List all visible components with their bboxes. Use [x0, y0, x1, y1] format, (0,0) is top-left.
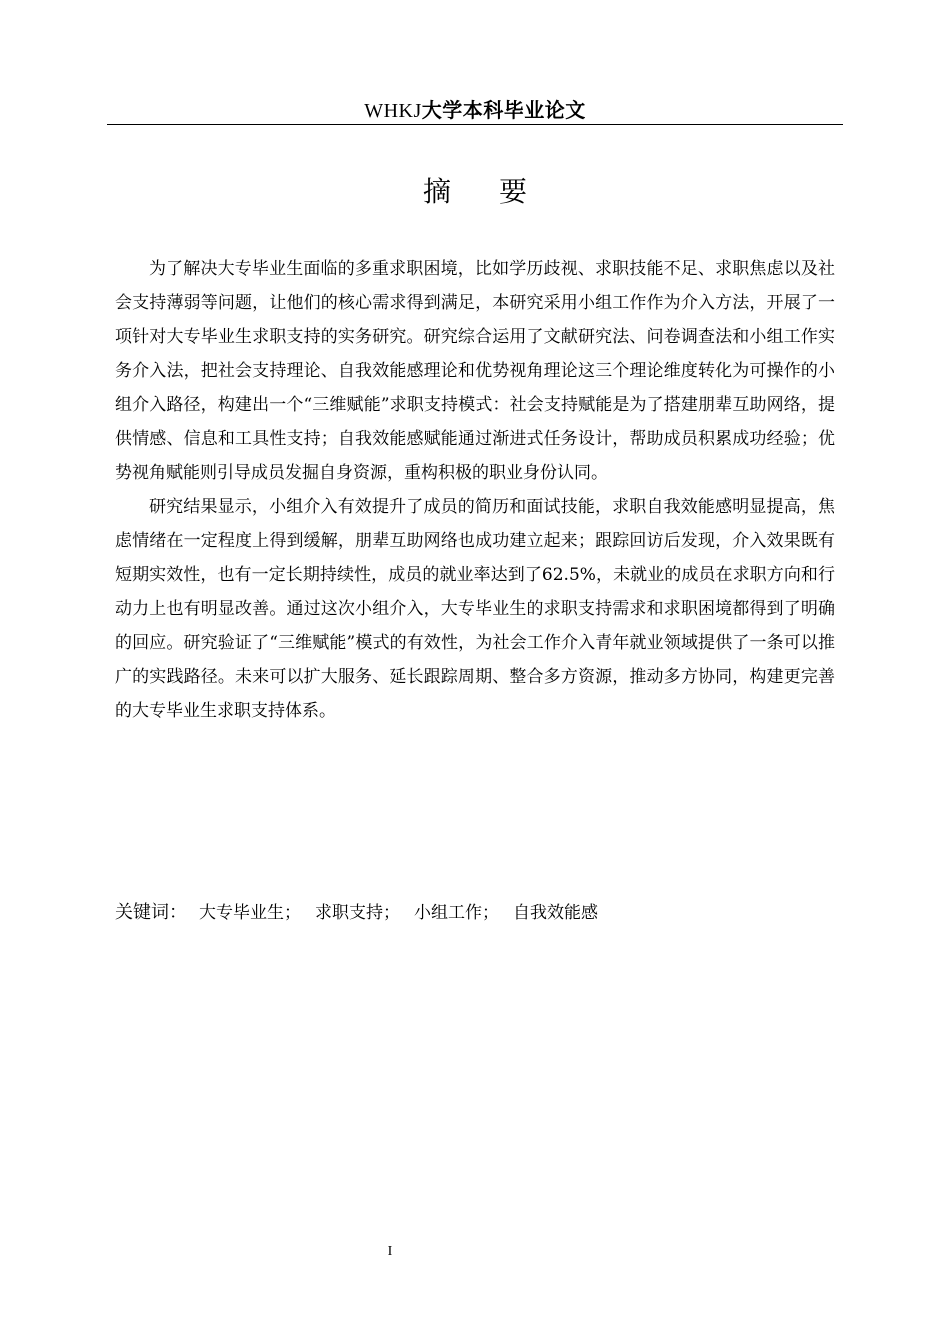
header-title-suffix: 大学本科毕业论文: [421, 98, 586, 122]
keyword-item: 大专毕业生；: [199, 903, 301, 923]
page-header: [107, 96, 843, 124]
header-school-code: WHKJ: [364, 100, 422, 122]
keyword-item: 小组工作；: [414, 903, 499, 923]
keywords: [115, 896, 835, 930]
page-number: I: [387, 1244, 393, 1259]
abstract-paragraph: 研究结果显示，小组介入有效提升了成员的简历和面试技能，求职自我效能感明显提高，焦虑情绪在一定程度上得到缓解，朋辈互助网络也成功建立起来；跟踪回访后发现，介入效果既有短期实效性，也有一定长期持续性，成员的就业率达到了62.5%，未就业的成员在求职方向和行动力上也有明显改善。通过这次小组介入，大专毕业生的求职支持需求和求职困境都得到了明确的回应。研究验证了“三维赋能”模式的有效性，为社会工作介入青年就业领域提供了一条可以推广的实践路径。未来可以扩大服务、延长跟踪周期、整合多方资源，推动多方协同，构建更完善的大专毕业生求职支持体系。: [115, 497, 835, 721]
abstract-body: [115, 252, 835, 728]
keywords-label: 关键词：: [115, 902, 187, 923]
header-rule: [107, 124, 843, 125]
keyword-item: 求职支持；: [315, 903, 400, 923]
keywords-list: [199, 903, 612, 923]
abstract-title: 摘要: [422, 175, 575, 208]
keyword-item: 自我效能感: [513, 903, 598, 923]
abstract-paragraph: 为了解决大专毕业生面临的多重求职困境，比如学历歧视、求职技能不足、求职焦虑以及社会支持薄弱等问题，让他们的核心需求得到满足，本研究采用小组工作作为介入方法，开展了一项针对大专毕业生求职支持的实务研究。研究综合运用了文献研究法、问卷调查法和小组工作实务介入法，把社会支持理论、自我效能感理论和优势视角理论这三个理论维度转化为可操作的小组介入路径，构建出一个“三维赋能”求职支持模式：社会支持赋能是为了搭建朋辈互助网络，提供情感、信息和工具性支持；自我效能感赋能通过渐进式任务设计，帮助成员积累成功经验；优势视角赋能则引导成员发掘自身资源，重构积极的职业身份认同。: [115, 259, 835, 483]
